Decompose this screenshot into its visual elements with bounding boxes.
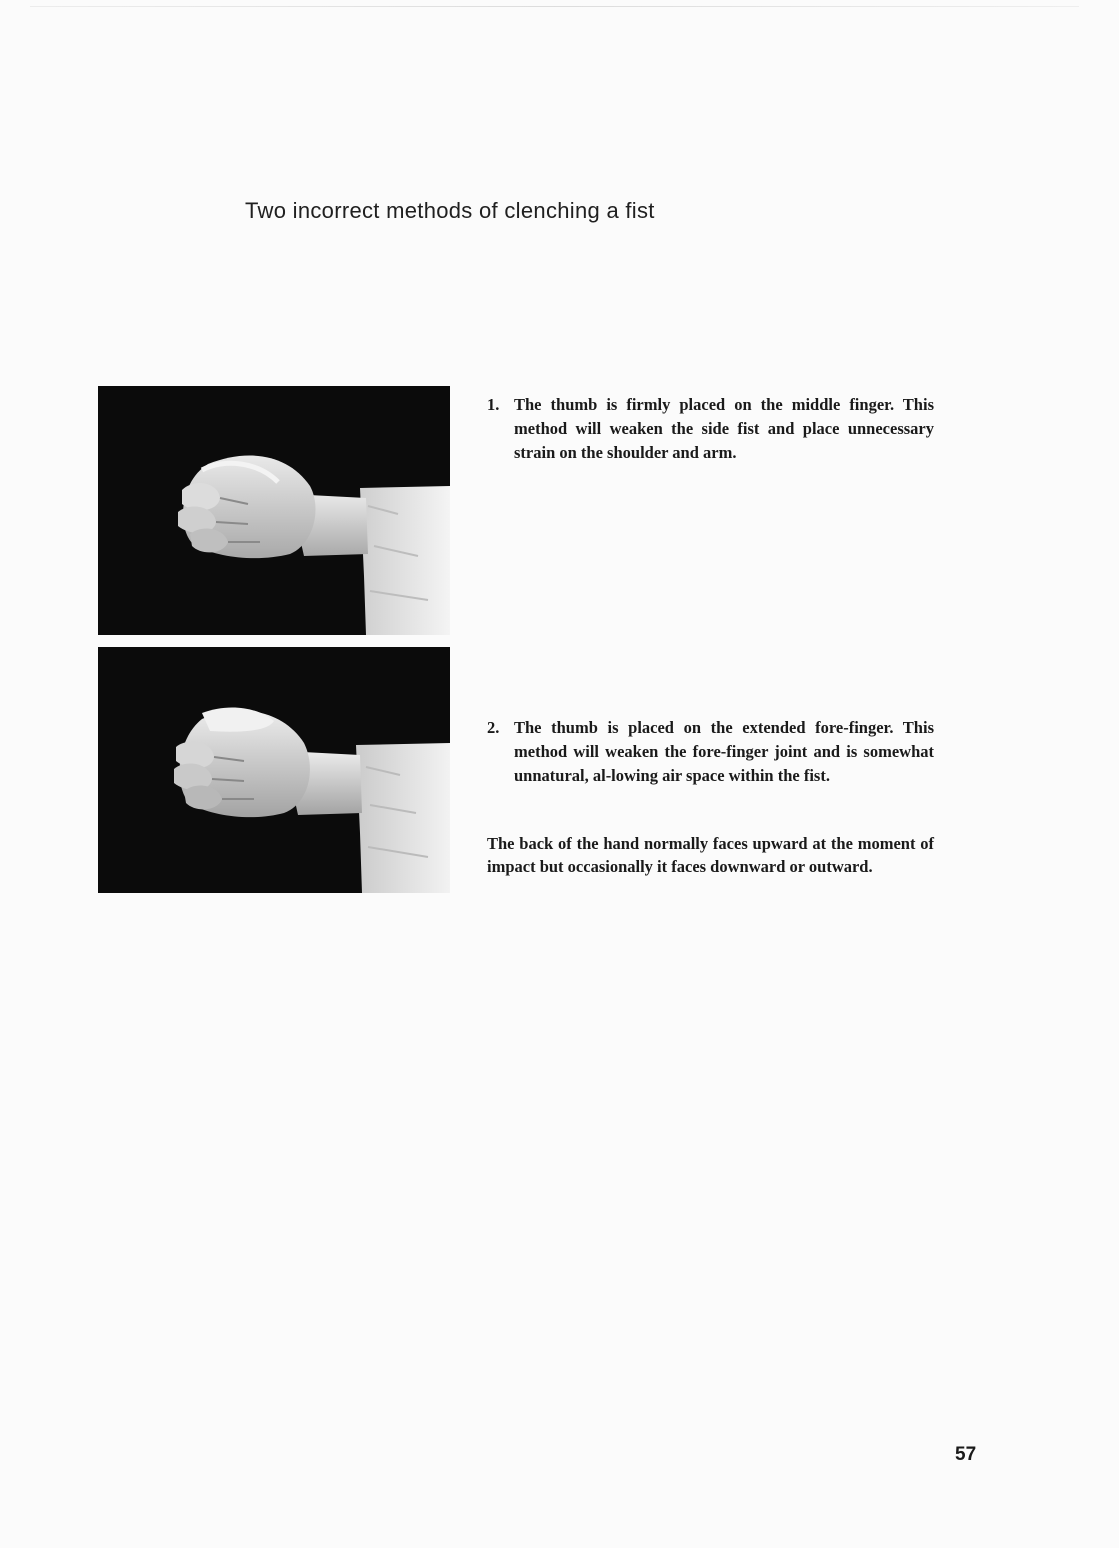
fist-thumb-on-middle-finger-icon [98,386,450,635]
method-1-description [487,393,934,465]
hand-orientation-note: The back of the hand normally faces upward at the moment of impact but occasionally it faces downward or outward. [487,834,934,876]
fist-photo-1 [98,386,450,635]
method-1-text: The thumb is firmly placed on the middle finger. This method will weaken the side fist and place unnecessary strain on the shoulder and arm. [514,395,934,462]
page-title: Two incorrect methods of clenching a fist [245,198,655,223]
method-1-number: 1. [487,395,500,414]
fist-photo-2 [98,647,450,893]
fist-thumb-on-forefinger-icon [98,647,450,893]
page-top-edge [30,6,1079,7]
method-2-description [487,716,934,788]
method-2-text: The thumb is placed on the extended fore-finger. This method will weaken the fore-finger joint and is somewhat unnatural, al-lowing air space within the fist. [514,718,934,785]
page-number: 57 [955,1444,977,1465]
method-2-number: 2. [487,718,500,737]
